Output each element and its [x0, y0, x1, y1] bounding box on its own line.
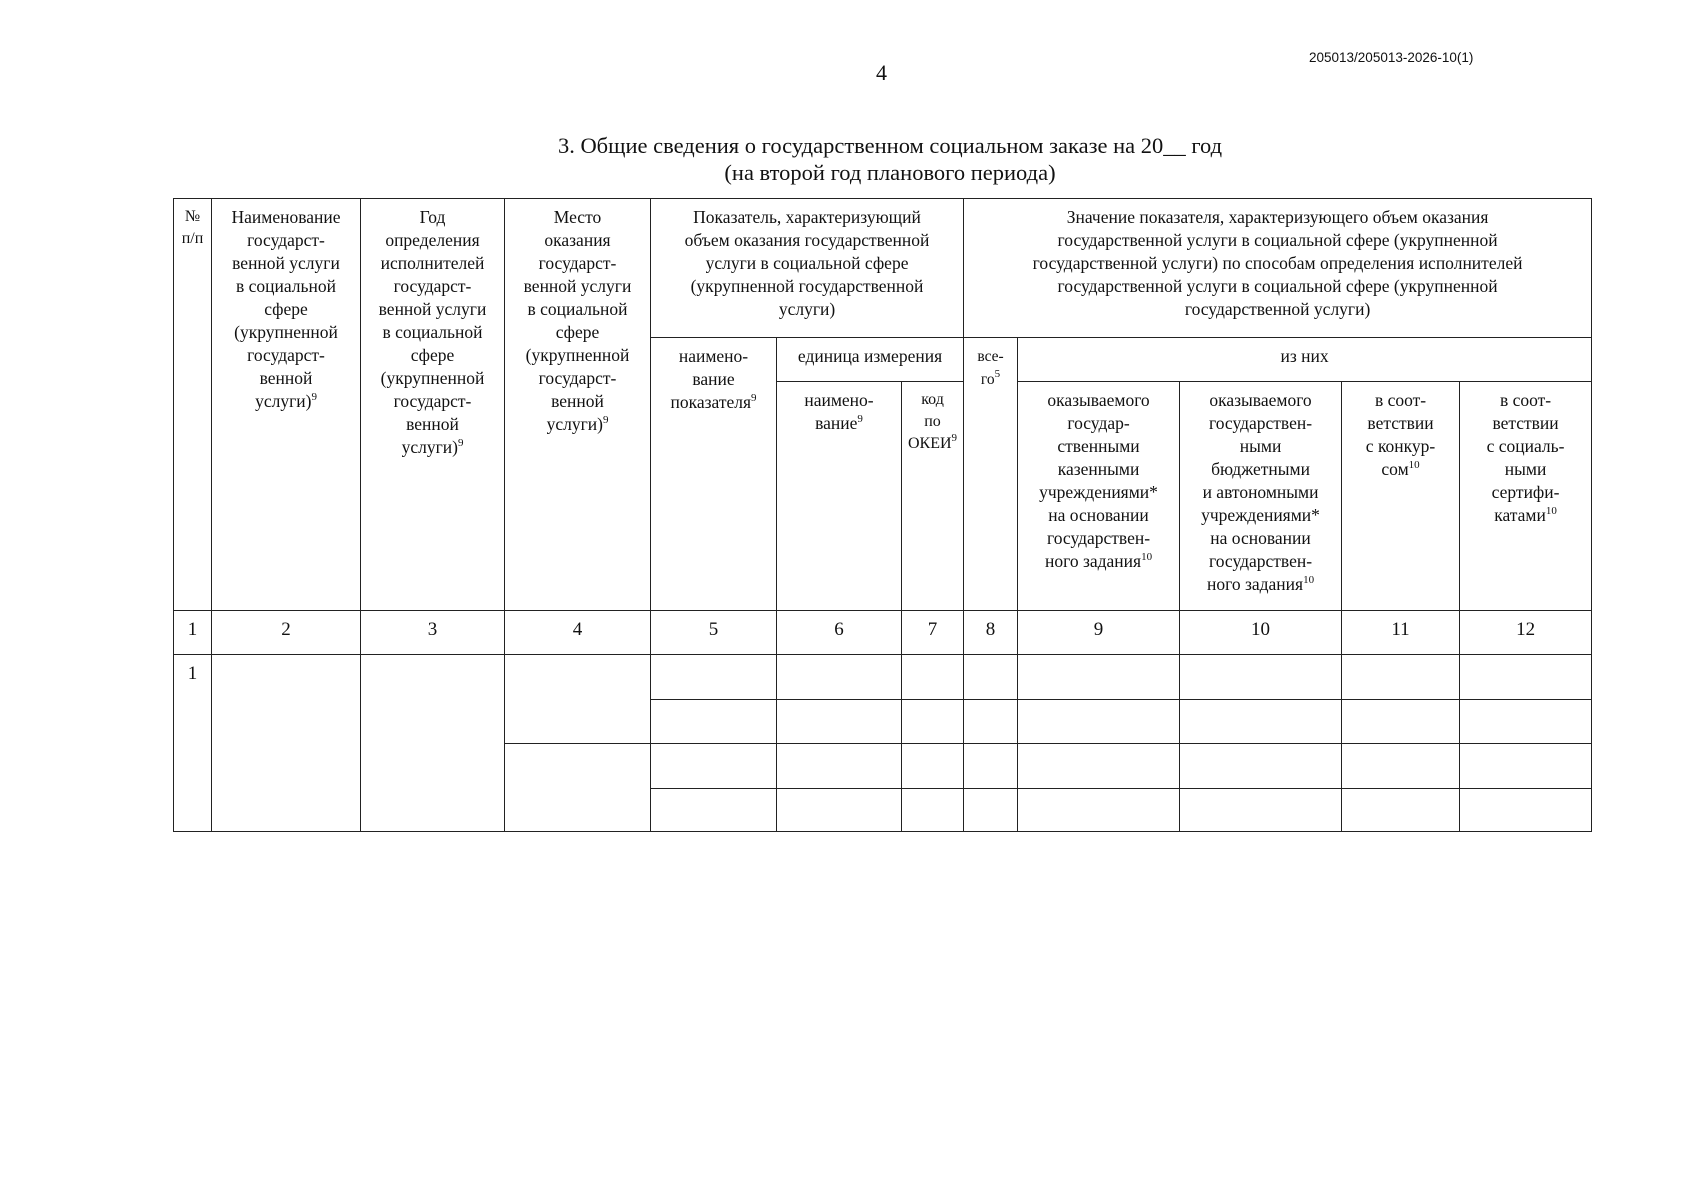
section-title-line2: (на второй год планового периода) [724, 160, 1056, 185]
state-institutions-cell[interactable] [1018, 700, 1180, 744]
column-number-cell: 4 [505, 611, 651, 655]
table-row [174, 655, 1592, 700]
state-institutions-cell[interactable] [1018, 655, 1180, 700]
indicator-name-cell[interactable] [651, 700, 777, 744]
header-row-number: № п/п [174, 199, 212, 611]
indicator-name-cell[interactable] [651, 655, 777, 700]
header-service-name: Наименование государст- венной услуги в социальной сфере (укрупненной государст- венной услуги)$^9$ [212, 199, 361, 611]
unit-name-cell[interactable] [777, 789, 902, 832]
document-id: 205013/205013-2026-10(1) [1309, 50, 1474, 65]
service-place-cell[interactable] [505, 655, 651, 744]
column-number-cell: 5 [651, 611, 777, 655]
okei-code-cell[interactable] [902, 744, 964, 789]
total-cell[interactable] [964, 700, 1018, 744]
indicator-name-cell[interactable] [651, 744, 777, 789]
unit-name-cell[interactable] [777, 655, 902, 700]
competition-cell[interactable] [1342, 789, 1460, 832]
total-cell[interactable] [964, 744, 1018, 789]
state-institutions-cell[interactable] [1018, 744, 1180, 789]
service-place-cell[interactable] [505, 744, 651, 832]
page-number: 4 [876, 60, 887, 85]
total-cell[interactable] [964, 655, 1018, 700]
header-of-them: из них [1018, 338, 1592, 382]
header-unit-name: наимено- вание$^9$ [777, 382, 902, 611]
competition-cell[interactable] [1342, 655, 1460, 700]
column-number-cell: 1 [174, 611, 212, 655]
total-cell[interactable] [964, 789, 1018, 832]
column-number-row [174, 611, 1592, 655]
column-number-cell: 12 [1460, 611, 1592, 655]
header-budget-autonomous-institutions: оказываемого государствен- ными бюджетными и автономными учреждениями* на основании государствен- ного задания$^{10}$ [1180, 382, 1342, 611]
okei-code-cell[interactable] [902, 789, 964, 832]
header-by-social-certificates: в соот- ветствии с социаль- ными сертифи- катами$^{10}$ [1460, 382, 1592, 611]
header-total: все- $го^5$ [964, 338, 1018, 611]
service-name-cell[interactable] [212, 655, 361, 832]
budget-autonomous-cell[interactable] [1180, 789, 1342, 832]
header-determination-year: Год определения исполнителей государст- венной услуги в социальной сфере (укрупненной государст- венной услуги)$^9$ [361, 199, 505, 611]
budget-autonomous-cell[interactable] [1180, 744, 1342, 789]
unit-name-cell[interactable] [777, 744, 902, 789]
column-number-cell: 6 [777, 611, 902, 655]
social-certificates-cell[interactable] [1460, 655, 1592, 700]
column-number-cell: 7 [902, 611, 964, 655]
unit-name-cell[interactable] [777, 700, 902, 744]
section-title-line1: 3. Общие сведения о государственном социальном заказе на 20__ год [557, 133, 1223, 158]
competition-cell[interactable] [1342, 744, 1460, 789]
header-unit-group: единица измерения [777, 338, 964, 382]
social-certificates-cell[interactable] [1460, 789, 1592, 832]
okei-code-cell[interactable] [902, 700, 964, 744]
okei-code-cell[interactable] [902, 655, 964, 700]
header-service-place: Место оказания государст- венной услуги в социальной сфере (укрупненной государст- венной услуги)$^9$ [505, 199, 651, 611]
column-number-cell: 10 [1180, 611, 1342, 655]
social-certificates-cell[interactable] [1460, 744, 1592, 789]
header-okei-code: код по ОКЕИ$^9$ [902, 382, 964, 611]
column-number-cell: 9 [1018, 611, 1180, 655]
budget-autonomous-cell[interactable] [1180, 700, 1342, 744]
determination-year-cell[interactable] [361, 655, 505, 832]
column-number-cell: 8 [964, 611, 1018, 655]
indicator-name-cell[interactable] [651, 789, 777, 832]
row-number-cell: 1 [174, 655, 212, 832]
social-order-table [173, 198, 1592, 832]
column-number-cell: 2 [212, 611, 361, 655]
header-by-competition: в соот- ветствии с конкур- сом$^{10}$ [1342, 382, 1460, 611]
column-number-cell: 11 [1342, 611, 1460, 655]
header-indicator-group: Показатель, характеризующий объем оказания государственной услуги в социальной сфере (укрупненной государственной услуги) [651, 199, 964, 338]
budget-autonomous-cell[interactable] [1180, 655, 1342, 700]
header-state-institutions: оказываемого государ- ственными казенными учреждениями* на основании государствен- ного задания$^{10}$ [1018, 382, 1180, 611]
state-institutions-cell[interactable] [1018, 789, 1180, 832]
header-indicator-value-group: Значение показателя, характеризующего объем оказания государственной услуги в социальной сфере (укрупненной государственной услуги) по способам определения исполнителей государственной услуги в социальной сфере (укрупненной государственной услуги) [964, 199, 1592, 338]
social-certificates-cell[interactable] [1460, 700, 1592, 744]
column-number-cell: 3 [361, 611, 505, 655]
section-title [400, 132, 1380, 186]
competition-cell[interactable] [1342, 700, 1460, 744]
header-indicator-name: наимено- вание показателя$^9$ [651, 338, 777, 611]
